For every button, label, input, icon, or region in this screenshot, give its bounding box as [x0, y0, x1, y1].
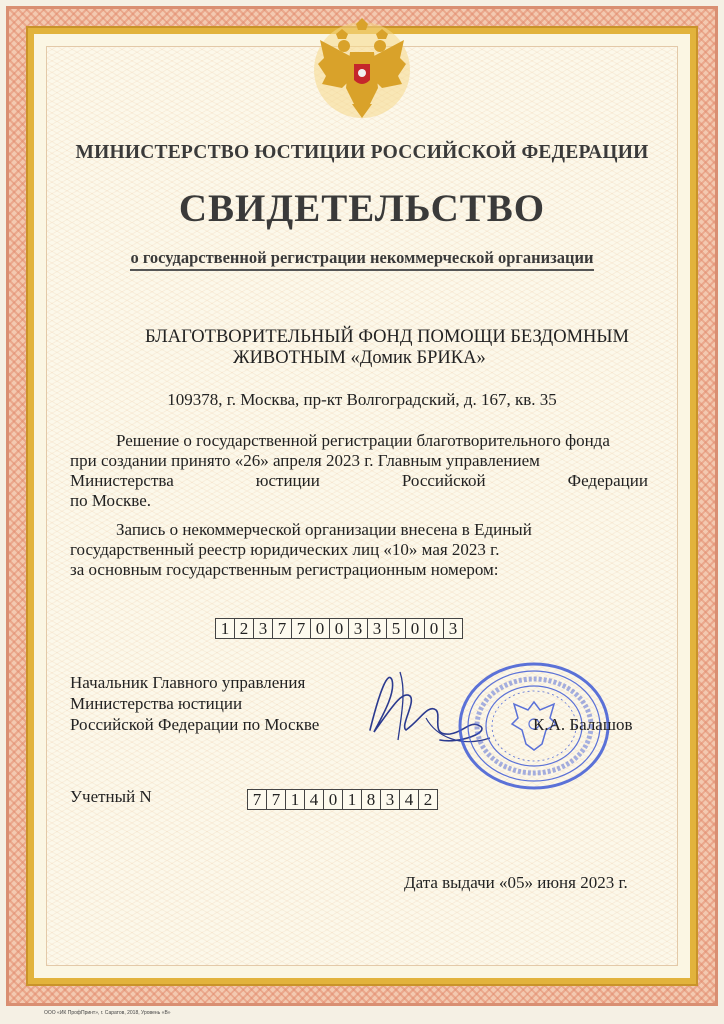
decision-line3-word1: Министерства	[70, 471, 174, 490]
organization-name-line2: ЖИВОТНЫМ «Домик БРИКА»	[233, 348, 486, 368]
account-number	[248, 789, 438, 810]
position-line1: Начальник Главного управления	[70, 673, 306, 692]
registry-line3: за основным государственным регистрационным номером:	[70, 560, 499, 579]
printer-imprint: ООО «ИК ПрофПринт», г. Саратов, 2018, Уровень «В»	[44, 1010, 171, 1016]
registry-paragraph	[70, 520, 648, 580]
ogrn-digit-box: 0	[424, 618, 444, 639]
organization-name-line1: БЛАГОТВОРИТЕЛЬНЫЙ ФОНД ПОМОЩИ БЕЗДОМНЫМ	[145, 327, 629, 347]
position-line3: Российской Федерации по Москве	[70, 715, 320, 734]
decision-line1: Решение о государственной регистрации благотворительного фонда	[116, 431, 610, 450]
decision-line4: по Москве.	[70, 491, 151, 510]
organization-name	[145, 327, 665, 369]
document-title: СВИДЕТЕЛЬСТВО	[178, 187, 546, 230]
account-number-label: Учетный N	[70, 787, 152, 806]
document-subtitle	[0, 248, 724, 268]
decision-line2: при создании принято «26» апреля 2023 г. Главным управлением	[70, 451, 540, 470]
position-line2: Министерства юстиции	[70, 694, 243, 713]
registry-line1: Запись о некоммерческой организации внесена в Единый	[116, 520, 532, 539]
ogrn-digit-box: 3	[443, 618, 463, 639]
account-digit-box: 1	[342, 789, 362, 810]
account-digit-box: 7	[247, 789, 267, 810]
decision-line3-word3: Российской	[401, 471, 486, 490]
ogrn-digit-box: 7	[291, 618, 311, 639]
ogrn-digit-box: 2	[234, 618, 254, 639]
ogrn-digit-box: 5	[386, 618, 406, 639]
ogrn-digit-box: 3	[348, 618, 368, 639]
ogrn-digit-box: 3	[367, 618, 387, 639]
ogrn-digit-box: 0	[405, 618, 425, 639]
account-digit-box: 7	[266, 789, 286, 810]
registry-line2: государственный реестр юридических лиц «10» мая 2023 г.	[70, 540, 500, 559]
decision-paragraph	[70, 431, 648, 511]
organization-address: 109378, г. Москва, пр-кт Волгоградский, д. 167, кв. 35	[167, 390, 557, 409]
issue-date: Дата выдачи «05» июня 2023 г.	[404, 873, 628, 892]
account-digit-box: 4	[304, 789, 324, 810]
ogrn-number	[216, 618, 463, 639]
decision-line3	[70, 471, 648, 491]
ogrn-digit-box: 1	[215, 618, 235, 639]
ogrn-digit-box: 3	[253, 618, 273, 639]
signatory-position	[70, 672, 319, 735]
ogrn-digit-box: 0	[329, 618, 349, 639]
account-digit-box: 1	[285, 789, 305, 810]
double-headed-eagle-icon	[312, 18, 412, 122]
decision-line3-word2: юстиции	[255, 471, 320, 490]
decision-line3-word4: Федерации	[567, 471, 648, 490]
ministry-heading: МИНИСТЕРСТВО ЮСТИЦИИ РОССИЙСКОЙ ФЕДЕРАЦИИ	[75, 142, 649, 163]
signatory-name: К.А. Балашов	[533, 715, 633, 734]
account-digit-box: 8	[361, 789, 381, 810]
ogrn-digit-box: 0	[310, 618, 330, 639]
account-digit-box: 2	[418, 789, 438, 810]
subtitle-text: о государственной регистрации некоммерческой организации	[130, 248, 593, 271]
account-digit-box: 0	[323, 789, 343, 810]
ogrn-digit-box: 7	[272, 618, 292, 639]
account-digit-box: 4	[399, 789, 419, 810]
account-digit-box: 3	[380, 789, 400, 810]
